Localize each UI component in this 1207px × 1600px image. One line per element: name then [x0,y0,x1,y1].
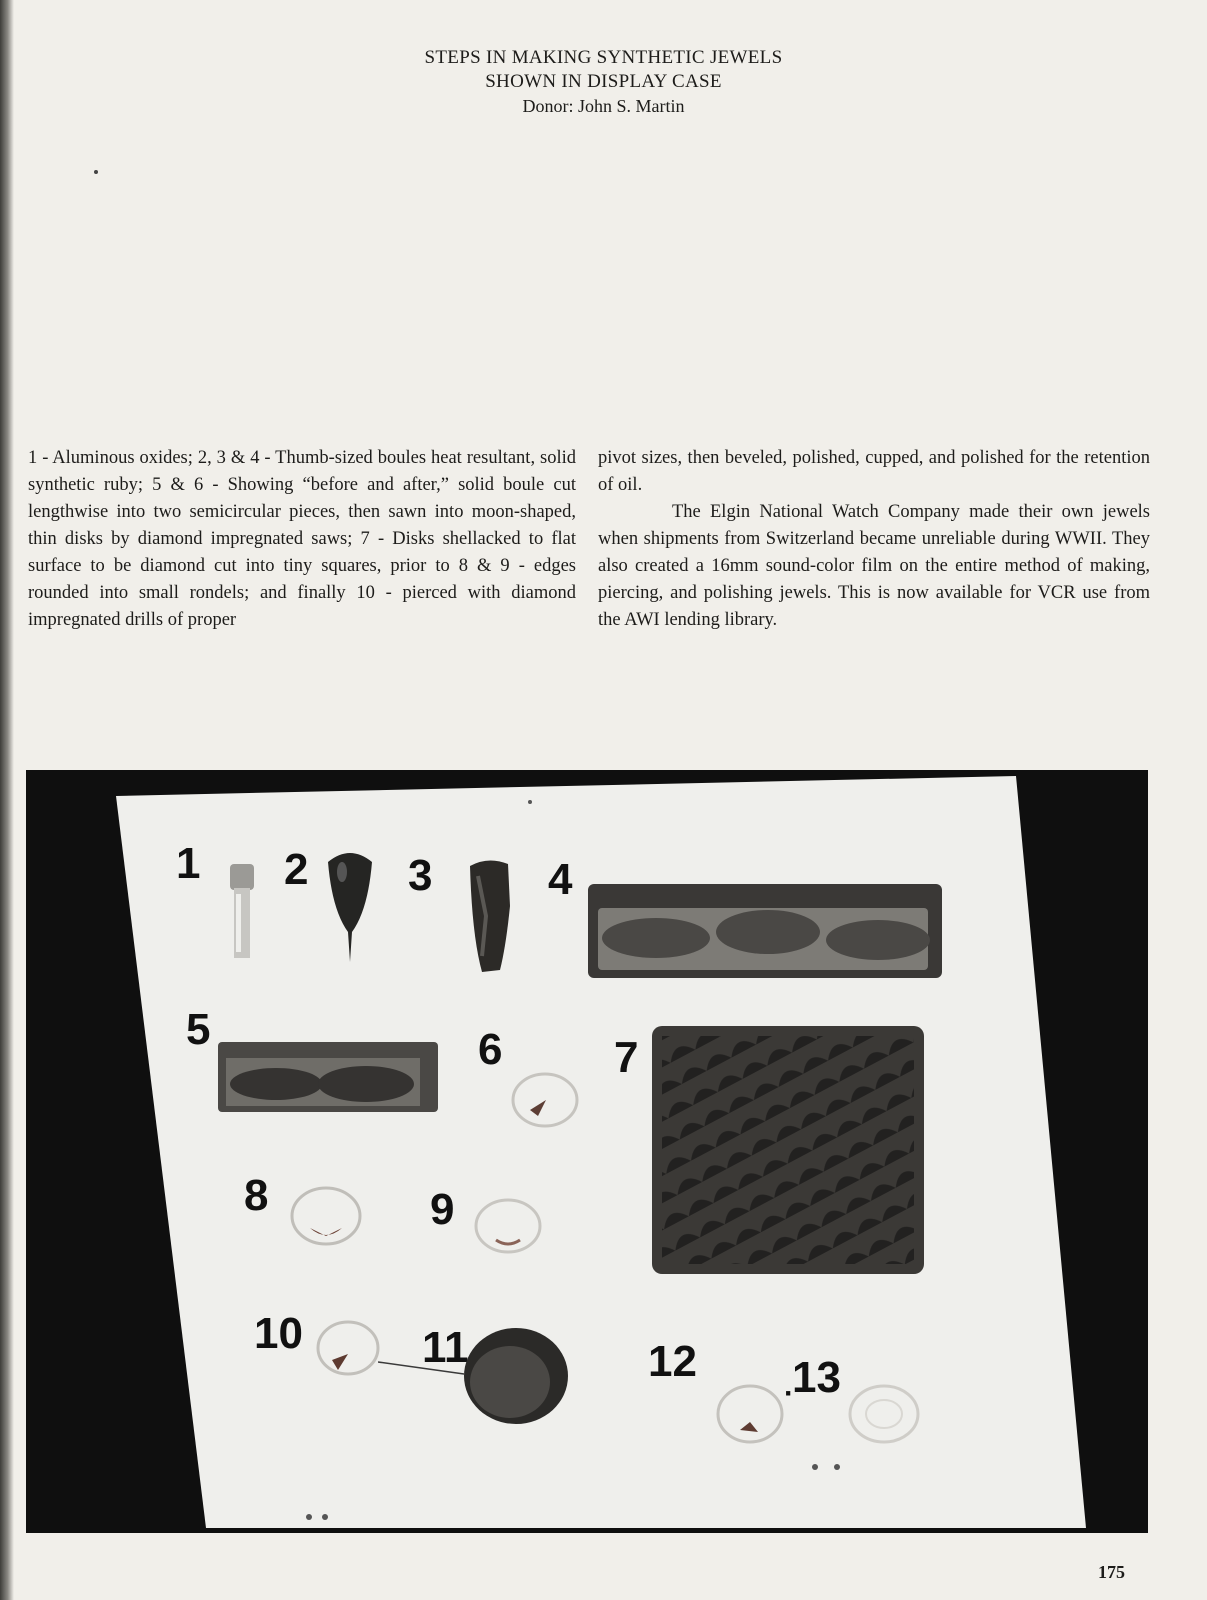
mounting-pin [306,1514,312,1520]
item-3-rough-boule [462,856,518,974]
title-line-2: SHOWN IN DISPLAY CASE [485,71,722,92]
item-8-rondel [286,1184,366,1248]
print-speck [94,170,98,174]
item-2-boule [322,850,378,970]
caption-right-paragraph-2: The Elgin National Watch Company made their own jewels when shipments from Switzerland became unreliable during WWII. They also created a 16mm sound-color film on the entire method of making, piercing, and polishing jewels. This is now available for VCR use from the AWI lending library. [598,502,1150,630]
article-header [0,46,1207,118]
label-10: 10 [254,1309,303,1358]
dot-separator: · [784,1377,794,1410]
label-2: 2 [284,845,309,894]
label-4: 4 [548,855,573,904]
thread-line [378,1358,468,1378]
label-8: 8 [244,1171,269,1220]
label-7: 7 [614,1033,639,1082]
label-11: 11 [422,1323,469,1372]
mounting-pin [812,1464,818,1470]
item-11-large-ruby [460,1324,572,1428]
mounting-pin [322,1514,328,1520]
caption-right-column [598,445,1150,634]
label-3: 3 [408,851,433,900]
item-7-shellacked-disks [650,1024,926,1276]
label-13: 13 [792,1353,841,1402]
item-10-pierced-jewel [314,1318,384,1380]
item-1-oxide-vial [216,858,266,968]
donor-credit: Donor: John S. Martin [522,96,685,116]
label-1: 1 [176,839,201,888]
caption-left-text: 1 - Aluminous oxides; 2, 3 & 4 - Thumb-sized boules heat resultant, solid synthetic ruby; 5 & 6 - Showing “before and after,” solid boule cut lengthwise into two semicircular pieces, then sawn into moon-shaped, thin disks by diamond impregnated saws; 7 - Disks shellacked to flat surface to be diamond cut into tiny squares, prior to 8 & 9 - edges rounded into small rondels; and finally 10 - pierced with diamond impregnated drills of proper [28,448,576,630]
label-5: 5 [186,1005,211,1054]
mounting-pin [834,1464,840,1470]
item-4-boule-tray [586,880,948,986]
caption-left-column [28,445,576,634]
label-12: 12 [648,1337,697,1386]
mounting-pin [528,800,532,804]
label-6: 6 [478,1025,503,1074]
item-13-finished-jewel [846,1382,922,1446]
caption-right-paragraph-1: pivot sizes, then beveled, polished, cupped, and polished for the retention of oil. [598,448,1150,495]
binding-shadow [0,0,14,1600]
item-12-jewel [714,1382,786,1446]
item-9-rondel [470,1196,546,1256]
display-case-photo [26,770,1148,1533]
page-number: 175 [1098,1562,1125,1582]
item-6-disk [510,1070,580,1130]
title-line-1: STEPS IN MAKING SYNTHETIC JEWELS [424,47,783,68]
label-9: 9 [430,1185,455,1234]
item-5-sawn-halves [216,1036,442,1120]
